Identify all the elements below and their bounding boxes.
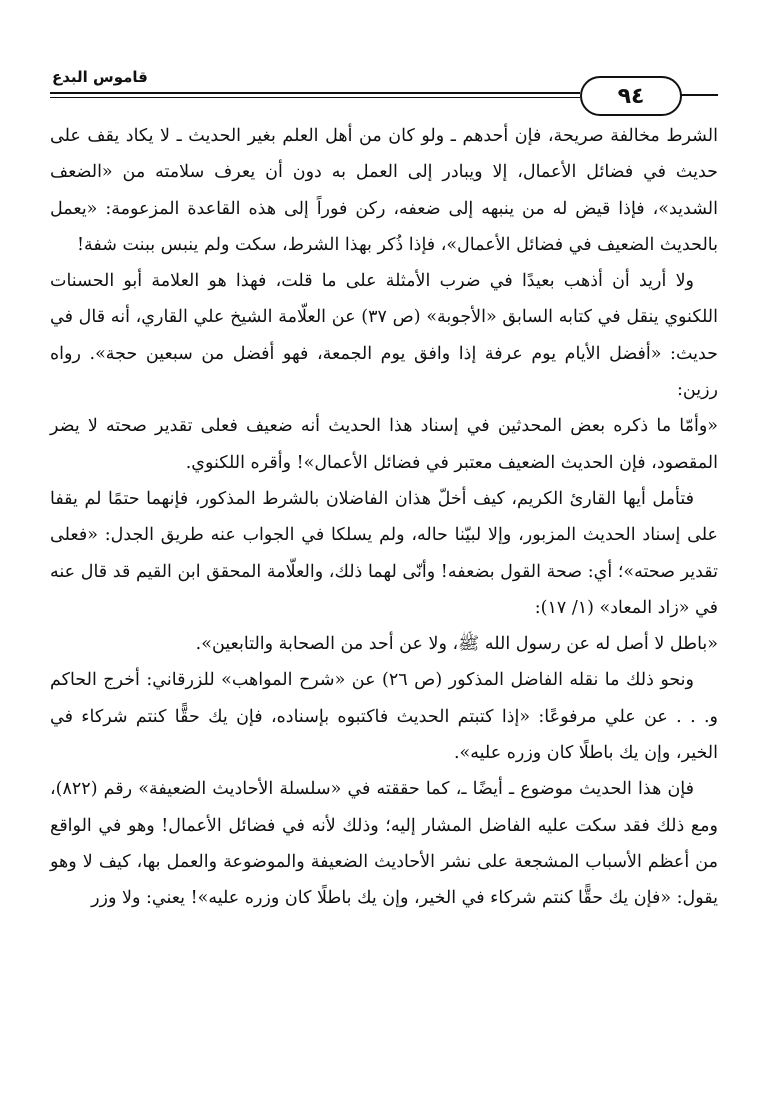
running-header-title: قاموس البدع xyxy=(52,68,148,86)
paragraph: ولا أريد أن أذهب بعيدًا في ضرب الأمثلة على ما قلت، فهذا هو العلامة أبو الحسنات اللكنوي ينقل في كتابه السابق «الأجوبة» (ص ٣٧) عن العلّامة الشيخ علي القاري، أنه قال في حديث: «أفضل الأيام يوم عرفة إذا وافق يوم الجمعة، فهو أفضل من سبعين حجة». رواه رزين: xyxy=(50,271,718,401)
paragraph: فإن هذا الحديث موضوع ـ أيضًا ـ، كما حققته في «سلسلة الأحاديث الضعيفة» رقم (٨٢٢)، ومع ذلك فقد سكت عليه الفاضل المشار إليه؛ وذلك لأنه في فضائل الأعمال! وهو في الواقع من أعظم الأسباب المشجعة على نشر الأحاديث الضعيفة والموضوعة والعمل بها، كيف لا وهو يقول: «فإن يك حقًّا كنتم شركاء في الخير، وإن يك باطلًا كان وزره عليه»! يعني: ولا وزر xyxy=(50,779,718,909)
paragraph: الشرط مخالفة صريحة، فإن أحدهم ـ ولو كان من أهل العلم بغير الحديث ـ لا يكاد يقف على حديث في فضائل الأعمال، إلا ويبادر إلى العمل به دون أن يعرف سلامته من «الضعف الشديد»، فإذا قيض له من ينبهه إلى ضعفه، ركن فوراً إلى هذه القاعدة المزعومة: «يعمل بالحديث الضعيف في فضائل الأعمال»، فإذا ذُكر بهذا الشرط، سكت ولم ينبس ببنت شفة! xyxy=(50,126,718,255)
header-rule-right xyxy=(678,94,718,96)
header-rule-thin xyxy=(50,97,580,98)
page-number: ٩٤ xyxy=(580,76,682,116)
header-rule xyxy=(50,92,580,94)
quote-paragraph: «باطل لا أصل له عن رسول الله ﷺ، ولا عن أحد من الصحابة والتابعين». xyxy=(195,634,718,655)
paragraph: ونحو ذلك ما نقله الفاضل المذكور (ص ٢٦) عن «شرح المواهب» للزرقاني: أخرج الحاكم و. . . عن علي مرفوعًا: «إذا كتبتم الحديث فاكتبوه بإسناده، فإن يك حقًّا كنتم شركاء في الخير، وإن يك باطلًا كان وزره عليه». xyxy=(50,670,718,764)
paragraph: فتأمل أيها القارئ الكريم، كيف أخلّ هذان الفاضلان بالشرط المذكور، فإنهما حتمًا لم يقفا على إسناد الحديث المزبور، وإلا لبيّنا حاله، ولم يسلكا في الجواب عنه طريق الجدل: «فعلى تقدير صحته»؛ أي: صحة القول بضعفه! وأنّى لهما ذلك، والعلّامة المحقق ابن القيم قد قال عنه في «زاد المعاد» (١/ ١٧): xyxy=(50,488,718,618)
body-text xyxy=(50,118,718,917)
quote-paragraph: «وأمّا ما ذكره بعض المحدثين في إسناد هذا الحديث أنه ضعيف فعلى تقدير صحته لا يضر المقصود، فإن الحديث الضعيف معتبر في فضائل الأعمال»! وأقره اللكنوي. xyxy=(50,416,718,473)
